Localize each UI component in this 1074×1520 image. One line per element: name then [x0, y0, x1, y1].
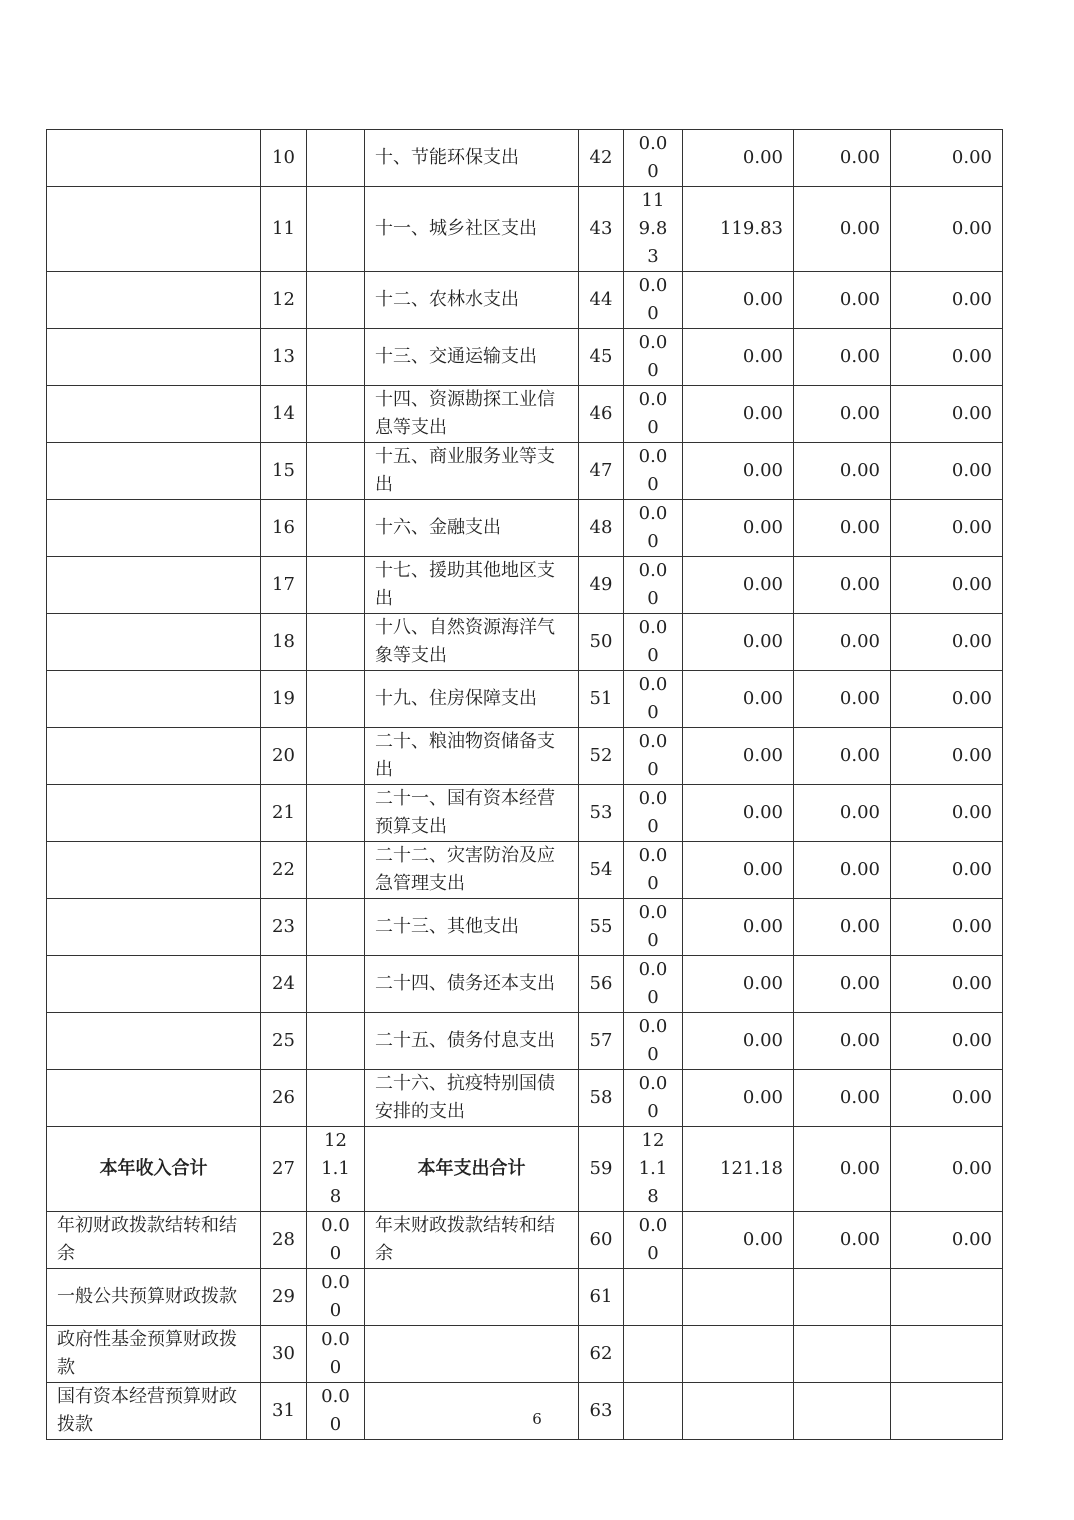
income-line-number: 25: [261, 1013, 307, 1070]
income-item-name: [47, 728, 261, 785]
table-row: [47, 1013, 1003, 1070]
expense-total: [624, 899, 683, 956]
expense-state-capital-budget: 0.00: [891, 1013, 1003, 1070]
income-line-number: 23: [261, 899, 307, 956]
expense-total-text: 0.00: [638, 1073, 668, 1122]
expense-line-number: 47: [579, 443, 624, 500]
expense-line-number: 48: [579, 500, 624, 557]
expense-total-text: 0.00: [638, 617, 668, 666]
expense-item-name: [365, 1269, 579, 1326]
expense-general-budget: 119.83: [683, 187, 794, 272]
expense-general-budget: 0.00: [683, 1212, 794, 1269]
table-row: [47, 728, 1003, 785]
income-item-name: [47, 272, 261, 329]
income-line-number: 26: [261, 1070, 307, 1127]
expense-general-budget: 0.00: [683, 671, 794, 728]
expense-total-text: 0.00: [638, 1016, 668, 1065]
income-item-name: [47, 443, 261, 500]
table-body: [47, 130, 1003, 1440]
expense-state-capital-budget: [891, 1326, 1003, 1383]
expense-total: [624, 187, 683, 272]
expense-total: [624, 386, 683, 443]
income-item-name: 一般公共预算财政拨款: [47, 1269, 261, 1326]
expense-state-capital-budget: 0.00: [891, 500, 1003, 557]
expense-state-capital-budget: 0.00: [891, 1212, 1003, 1269]
expense-line-number: 44: [579, 272, 624, 329]
expense-state-capital-budget: 0.00: [891, 329, 1003, 386]
expense-total-text: 0.00: [638, 503, 668, 552]
expense-total: [624, 785, 683, 842]
expense-general-budget: [683, 1326, 794, 1383]
expense-total: [624, 329, 683, 386]
expense-general-budget: 0.00: [683, 1013, 794, 1070]
income-item-name: 本年收入合计: [47, 1127, 261, 1212]
expense-state-capital-budget: 0.00: [891, 728, 1003, 785]
expense-state-capital-budget: 0.00: [891, 187, 1003, 272]
table-row: [47, 1269, 1003, 1326]
expense-general-budget: 0.00: [683, 130, 794, 187]
expense-fund-budget: 0.00: [794, 272, 891, 329]
income-line-number: 22: [261, 842, 307, 899]
expense-fund-budget: 0.00: [794, 899, 891, 956]
expense-total: [624, 671, 683, 728]
expense-total: [624, 1127, 683, 1212]
expense-fund-budget: 0.00: [794, 956, 891, 1013]
income-line-number: 16: [261, 500, 307, 557]
income-amount: [307, 785, 365, 842]
expense-line-number: 51: [579, 671, 624, 728]
income-amount-text: 0.00: [321, 1329, 350, 1378]
expense-item-name: 本年支出合计: [365, 1127, 579, 1212]
expense-total: [624, 1212, 683, 1269]
income-line-number: 24: [261, 956, 307, 1013]
expense-line-number: 52: [579, 728, 624, 785]
expense-state-capital-budget: 0.00: [891, 785, 1003, 842]
expense-line-number: 46: [579, 386, 624, 443]
table-row: [47, 1127, 1003, 1212]
income-item-name: [47, 614, 261, 671]
expense-total-text: 0.00: [638, 959, 668, 1008]
expense-fund-budget: 0.00: [794, 329, 891, 386]
income-item-name: 国有资本经营预算财政拨款: [47, 1383, 261, 1440]
income-amount: [307, 842, 365, 899]
expense-fund-budget: [794, 1326, 891, 1383]
table-row: [47, 671, 1003, 728]
income-line-number: 11: [261, 187, 307, 272]
expense-line-number: 59: [579, 1127, 624, 1212]
income-amount-text: 0.00: [321, 1272, 350, 1321]
income-line-number: 29: [261, 1269, 307, 1326]
expense-fund-budget: 0.00: [794, 1212, 891, 1269]
expense-item-name: 二十、粮油物资储备支出: [365, 728, 579, 785]
expense-total-text: 0.00: [638, 1215, 668, 1264]
income-item-name: [47, 785, 261, 842]
expense-fund-budget: 0.00: [794, 1127, 891, 1212]
income-item-name: [47, 956, 261, 1013]
expense-state-capital-budget: 0.00: [891, 443, 1003, 500]
table-row: [47, 500, 1003, 557]
income-amount-text: 121.18: [321, 1130, 350, 1207]
income-line-number: 14: [261, 386, 307, 443]
table-row: [47, 386, 1003, 443]
income-item-name: [47, 500, 261, 557]
expense-general-budget: 0.00: [683, 329, 794, 386]
income-amount: [307, 500, 365, 557]
expense-state-capital-budget: 0.00: [891, 614, 1003, 671]
expense-state-capital-budget: 0.00: [891, 386, 1003, 443]
expense-total: [624, 1013, 683, 1070]
expense-fund-budget: 0.00: [794, 187, 891, 272]
income-line-number: 15: [261, 443, 307, 500]
expense-item-name: 二十六、抗疫特别国债安排的支出: [365, 1070, 579, 1127]
expense-total-text: 121.18: [638, 1130, 668, 1207]
income-line-number: 10: [261, 130, 307, 187]
income-amount: [307, 272, 365, 329]
table-row: [47, 899, 1003, 956]
income-item-name: [47, 1070, 261, 1127]
expense-fund-budget: 0.00: [794, 386, 891, 443]
expense-state-capital-budget: 0.00: [891, 557, 1003, 614]
income-amount: [307, 557, 365, 614]
table-row: [47, 557, 1003, 614]
expense-line-number: 60: [579, 1212, 624, 1269]
expense-line-number: 61: [579, 1269, 624, 1326]
income-amount: [307, 386, 365, 443]
table-row: [47, 272, 1003, 329]
income-amount: [307, 728, 365, 785]
table-row: [47, 329, 1003, 386]
expense-line-number: 58: [579, 1070, 624, 1127]
income-amount: [307, 671, 365, 728]
expense-item-name: 十四、资源勘探工业信息等支出: [365, 386, 579, 443]
expense-item-name: 十、节能环保支出: [365, 130, 579, 187]
expense-line-number: 54: [579, 842, 624, 899]
expense-item-name: 二十三、其他支出: [365, 899, 579, 956]
expense-total: [624, 130, 683, 187]
expense-item-name: 十三、交通运输支出: [365, 329, 579, 386]
income-line-number: 27: [261, 1127, 307, 1212]
expense-general-budget: 0.00: [683, 785, 794, 842]
table-row: [47, 1212, 1003, 1269]
expense-total-text: 0.00: [638, 332, 668, 381]
expense-fund-budget: 0.00: [794, 557, 891, 614]
table-row: [47, 130, 1003, 187]
income-amount: [307, 1212, 365, 1269]
expense-total: [624, 443, 683, 500]
expense-fund-budget: 0.00: [794, 671, 891, 728]
expense-general-budget: 0.00: [683, 386, 794, 443]
expense-fund-budget: 0.00: [794, 785, 891, 842]
expense-fund-budget: 0.00: [794, 842, 891, 899]
income-amount: [307, 956, 365, 1013]
expense-item-name: 二十四、债务还本支出: [365, 956, 579, 1013]
income-line-number: 17: [261, 557, 307, 614]
table-row: [47, 443, 1003, 500]
expense-line-number: 42: [579, 130, 624, 187]
expense-item-name: 十八、自然资源海洋气象等支出: [365, 614, 579, 671]
expense-state-capital-budget: 0.00: [891, 272, 1003, 329]
expense-line-number: 49: [579, 557, 624, 614]
expense-total: [624, 1326, 683, 1383]
income-item-name: [47, 899, 261, 956]
expense-total-text: 0.00: [638, 275, 668, 324]
expense-total-text: 0.00: [638, 731, 668, 780]
page-number: 6: [532, 1410, 542, 1428]
income-amount: [307, 187, 365, 272]
expense-general-budget: 0.00: [683, 272, 794, 329]
income-line-number: 30: [261, 1326, 307, 1383]
income-item-name: [47, 842, 261, 899]
table-row: [47, 1070, 1003, 1127]
expense-line-number: 55: [579, 899, 624, 956]
expense-state-capital-budget: 0.00: [891, 956, 1003, 1013]
expense-general-budget: 0.00: [683, 443, 794, 500]
income-line-number: 31: [261, 1383, 307, 1440]
income-amount: [307, 1127, 365, 1212]
expense-total-text: 0.00: [638, 389, 668, 438]
expense-item-name: 年末财政拨款结转和结余: [365, 1212, 579, 1269]
expense-total-text: 0.00: [638, 674, 668, 723]
table-row: [47, 1326, 1003, 1383]
expense-line-number: 53: [579, 785, 624, 842]
expense-total: [624, 272, 683, 329]
expense-general-budget: 0.00: [683, 614, 794, 671]
income-item-name: [47, 671, 261, 728]
expense-general-budget: 121.18: [683, 1127, 794, 1212]
expense-fund-budget: 0.00: [794, 130, 891, 187]
income-amount: [307, 1013, 365, 1070]
expense-fund-budget: 0.00: [794, 500, 891, 557]
income-amount: [307, 1326, 365, 1383]
income-line-number: 18: [261, 614, 307, 671]
table-row: [47, 785, 1003, 842]
expense-state-capital-budget: 0.00: [891, 1127, 1003, 1212]
income-line-number: 19: [261, 671, 307, 728]
expense-line-number: 56: [579, 956, 624, 1013]
expense-total: [624, 500, 683, 557]
expense-general-budget: 0.00: [683, 842, 794, 899]
expense-general-budget: 0.00: [683, 557, 794, 614]
table-row: [47, 187, 1003, 272]
budget-table: [46, 129, 1003, 1440]
income-line-number: 21: [261, 785, 307, 842]
income-item-name: [47, 329, 261, 386]
expense-state-capital-budget: 0.00: [891, 899, 1003, 956]
expense-line-number: 57: [579, 1013, 624, 1070]
income-amount: [307, 130, 365, 187]
expense-fund-budget: 0.00: [794, 1013, 891, 1070]
income-item-name: [47, 187, 261, 272]
income-line-number: 12: [261, 272, 307, 329]
expense-item-name: 十六、金融支出: [365, 500, 579, 557]
table-row: [47, 842, 1003, 899]
expense-item-name: 二十一、国有资本经营预算支出: [365, 785, 579, 842]
expense-item-name: [365, 1326, 579, 1383]
income-amount: [307, 443, 365, 500]
expense-item-name: 十二、农林水支出: [365, 272, 579, 329]
table-row: [47, 956, 1003, 1013]
income-item-name: [47, 130, 261, 187]
table-row: [47, 614, 1003, 671]
income-item-name: 年初财政拨款结转和结余: [47, 1212, 261, 1269]
expense-line-number: 45: [579, 329, 624, 386]
expense-state-capital-budget: 0.00: [891, 842, 1003, 899]
expense-total: [624, 1070, 683, 1127]
expense-item-name: 二十二、灾害防治及应急管理支出: [365, 842, 579, 899]
expense-line-number: 50: [579, 614, 624, 671]
income-amount-text: 0.00: [321, 1386, 350, 1435]
budget-table-container: [46, 129, 1003, 1440]
expense-state-capital-budget: [891, 1269, 1003, 1326]
expense-fund-budget: 0.00: [794, 728, 891, 785]
income-amount: [307, 614, 365, 671]
income-amount: [307, 1070, 365, 1127]
expense-state-capital-budget: 0.00: [891, 130, 1003, 187]
expense-item-name: 十九、住房保障支出: [365, 671, 579, 728]
expense-item-name: 二十五、债务付息支出: [365, 1013, 579, 1070]
expense-total: [624, 1269, 683, 1326]
expense-total-text: 0.00: [638, 902, 668, 951]
expense-fund-budget: 0.00: [794, 1070, 891, 1127]
income-item-name: [47, 557, 261, 614]
expense-total-text: 119.83: [638, 190, 668, 267]
expense-general-budget: 0.00: [683, 956, 794, 1013]
expense-fund-budget: 0.00: [794, 443, 891, 500]
income-amount: [307, 1269, 365, 1326]
expense-total: [624, 956, 683, 1013]
expense-total: [624, 614, 683, 671]
expense-general-budget: 0.00: [683, 500, 794, 557]
income-item-name: 政府性基金预算财政拨款: [47, 1326, 261, 1383]
income-item-name: [47, 386, 261, 443]
expense-total: [624, 557, 683, 614]
expense-item-name: 十五、商业服务业等支出: [365, 443, 579, 500]
income-line-number: 28: [261, 1212, 307, 1269]
expense-line-number: 62: [579, 1326, 624, 1383]
expense-state-capital-budget: 0.00: [891, 1070, 1003, 1127]
expense-general-budget: [683, 1269, 794, 1326]
expense-total-text: 0.00: [638, 560, 668, 609]
expense-line-number: 63: [579, 1383, 624, 1440]
expense-total-text: 0.00: [638, 133, 668, 182]
expense-general-budget: 0.00: [683, 728, 794, 785]
expense-total-text: 0.00: [638, 788, 668, 837]
expense-total: [624, 728, 683, 785]
expense-line-number: 43: [579, 187, 624, 272]
expense-total: [624, 842, 683, 899]
expense-fund-budget: 0.00: [794, 614, 891, 671]
expense-general-budget: 0.00: [683, 899, 794, 956]
expense-total-text: 0.00: [638, 845, 668, 894]
expense-item-name: 十一、城乡社区支出: [365, 187, 579, 272]
expense-state-capital-budget: 0.00: [891, 671, 1003, 728]
expense-item-name: 十七、援助其他地区支出: [365, 557, 579, 614]
income-amount-text: 0.00: [321, 1215, 350, 1264]
expense-fund-budget: [794, 1269, 891, 1326]
expense-total-text: 0.00: [638, 446, 668, 495]
income-amount: [307, 329, 365, 386]
income-item-name: [47, 1013, 261, 1070]
expense-general-budget: 0.00: [683, 1070, 794, 1127]
income-line-number: 13: [261, 329, 307, 386]
income-line-number: 20: [261, 728, 307, 785]
income-amount: [307, 899, 365, 956]
